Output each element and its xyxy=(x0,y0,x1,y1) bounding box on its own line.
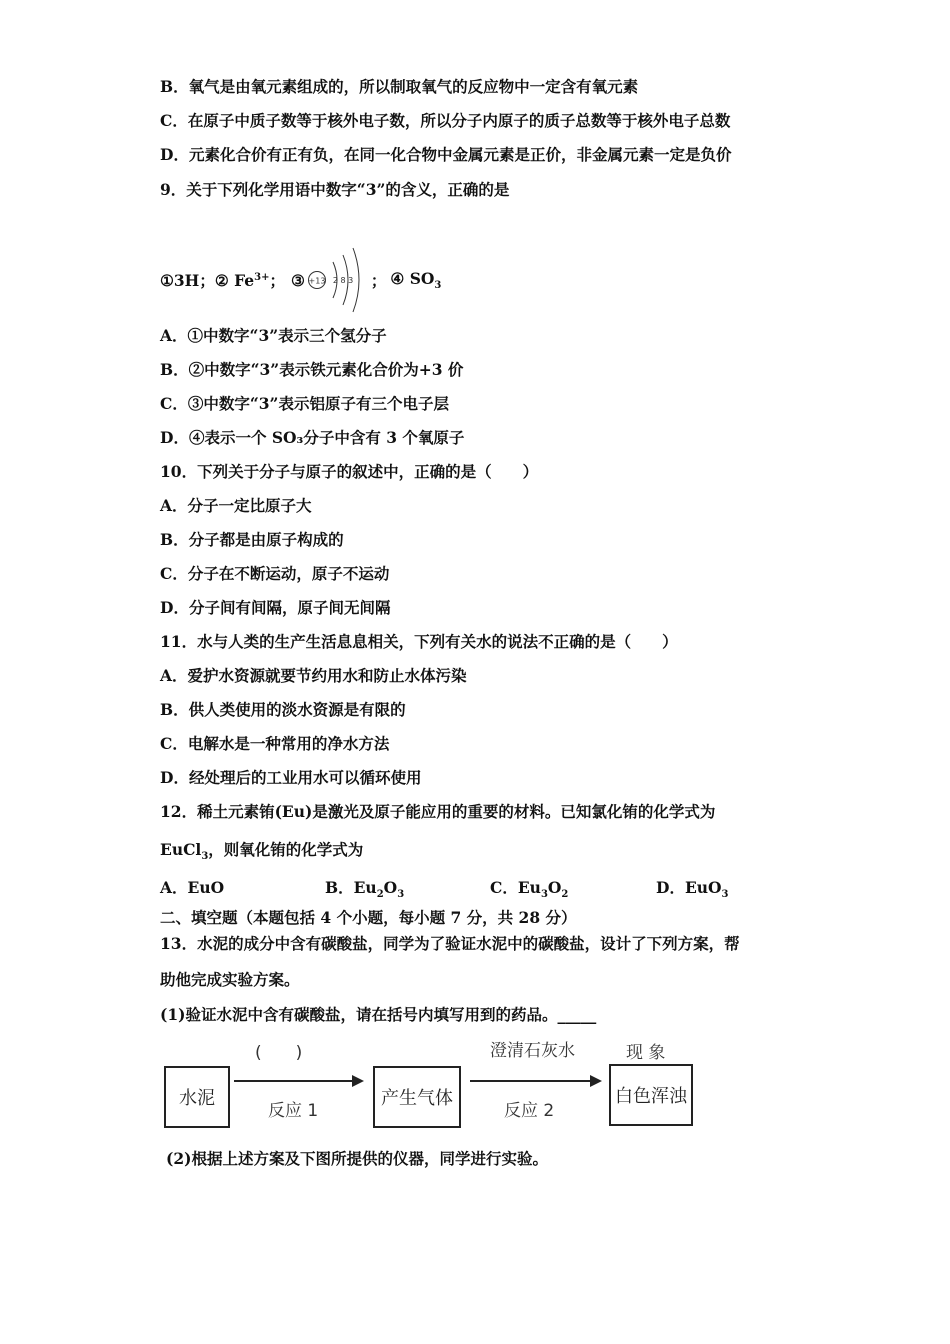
q13-stem-line1: 13．水泥的成分中含有碳酸盐，同学为了验证水泥中的碳酸盐，设计了下列方案，帮 xyxy=(160,934,740,953)
q9-stem: 9．关于下列化学用语中数字“3”的含义，正确的是 xyxy=(160,180,510,199)
q13-part1: (1)验证水泥中含有碳酸盐，请在括号内填写用到的药品。_____ xyxy=(160,1005,597,1024)
q8-option-b: B．氧气是由氧元素组成的，所以制取氧气的反应物中一定含有氧元素 xyxy=(160,77,639,96)
q12-option-b: B．$Eu_2O_3$ xyxy=(325,878,405,901)
q13-part2: (2)根据上述方案及下图所提供的仪器，同学进行实验。 xyxy=(166,1149,548,1168)
atom-shell-electrons: 2 8 3 xyxy=(332,276,354,285)
q11-option-b: B．供人类使用的淡水资源是有限的 xyxy=(160,700,406,719)
q9-option-a: A．①中数字“3”表示三个氢分子 xyxy=(160,326,387,345)
q9-option-d: D．④表示一个 SO₃分子中含有 3 个氧原子 xyxy=(160,428,465,447)
q8-option-d: D．元素化合价有正有负，在同一化合物中金属元素是正价，非金属元素一定是负价 xyxy=(160,145,732,164)
q10-stem: 10．下列关于分子与原子的叙述中，正确的是（ ） xyxy=(160,462,539,481)
q12-option-c: C．$Eu_3O_2$ xyxy=(490,878,569,901)
q9-formula-3-sep: ； xyxy=(370,271,387,290)
q11-option-a: A．爱护水资源就要节约用水和防止水体污染 xyxy=(160,666,467,685)
q12-stem-line1: 12．稀土元素铕(Eu)是激光及原子能应用的重要的材料。已知氯化铕的化学式为 xyxy=(160,802,716,821)
q10-option-d: D．分子间有间隔，原子间无间隔 xyxy=(160,598,391,617)
flow-reaction-2-label: 反应 2 xyxy=(504,1101,555,1121)
q9-formula-3-label: ③ xyxy=(291,270,305,290)
q11-option-d: D．经处理后的工业用水可以循环使用 xyxy=(160,768,422,787)
section-title: 二、填空题（本题包括 4 个小题，每小题 7 分，共 28 分） xyxy=(160,908,577,927)
q9-option-b: B．②中数字“3”表示铁元素化合价为+3 价 xyxy=(160,360,464,379)
flow-arrow-2-head xyxy=(590,1075,602,1087)
q12-option-a: A．EuO xyxy=(160,878,225,897)
q9-formula-4: ④ $SO_3$ xyxy=(390,268,442,292)
flow-box-cement: 水泥 xyxy=(164,1066,230,1128)
q9-option-c: C．③中数字“3”表示铝原子有三个电子层 xyxy=(160,394,449,413)
flow-arrow-1-head xyxy=(352,1075,364,1087)
q10-option-b: B．分子都是由原子构成的 xyxy=(160,530,344,549)
flow-reagent-blank: ( ) xyxy=(255,1043,303,1063)
flow-observation-label: 现 象 xyxy=(626,1043,666,1063)
flow-box-gas: 产生气体 xyxy=(373,1066,461,1128)
q13-stem-line2: 助他完成实验方案。 xyxy=(160,970,300,989)
q9-formula-2: ② $Fe^{3+}$； xyxy=(214,271,285,290)
q10-option-a: A．分子一定比原子大 xyxy=(160,496,312,515)
q8-option-c: C．在原子中质子数等于核外电子数，所以分子内原子的质子总数等于核外电子总数 xyxy=(160,111,731,130)
flow-reaction-1-label: 反应 1 xyxy=(268,1101,319,1121)
q10-option-c: C．分子在不断运动，原子不运动 xyxy=(160,564,390,583)
flow-reagent-limewater: 澄清石灰水 xyxy=(490,1041,575,1061)
q12-option-d: D．EuO$_3$ xyxy=(656,878,729,901)
q11-option-c: C．电解水是一种常用的净水方法 xyxy=(160,734,390,753)
q9-formula-1: ①3H； xyxy=(160,271,215,290)
atom-nucleus-label: +13 xyxy=(308,276,326,286)
flow-box-turbid: 白色浑浊 xyxy=(609,1064,693,1126)
q11-stem: 11．水与人类的生产生活息息相关，下列有关水的说法不正确的是（ ） xyxy=(160,632,678,651)
q12-stem-line2: EuCl$_3$，则氧化铕的化学式为 xyxy=(160,840,364,863)
